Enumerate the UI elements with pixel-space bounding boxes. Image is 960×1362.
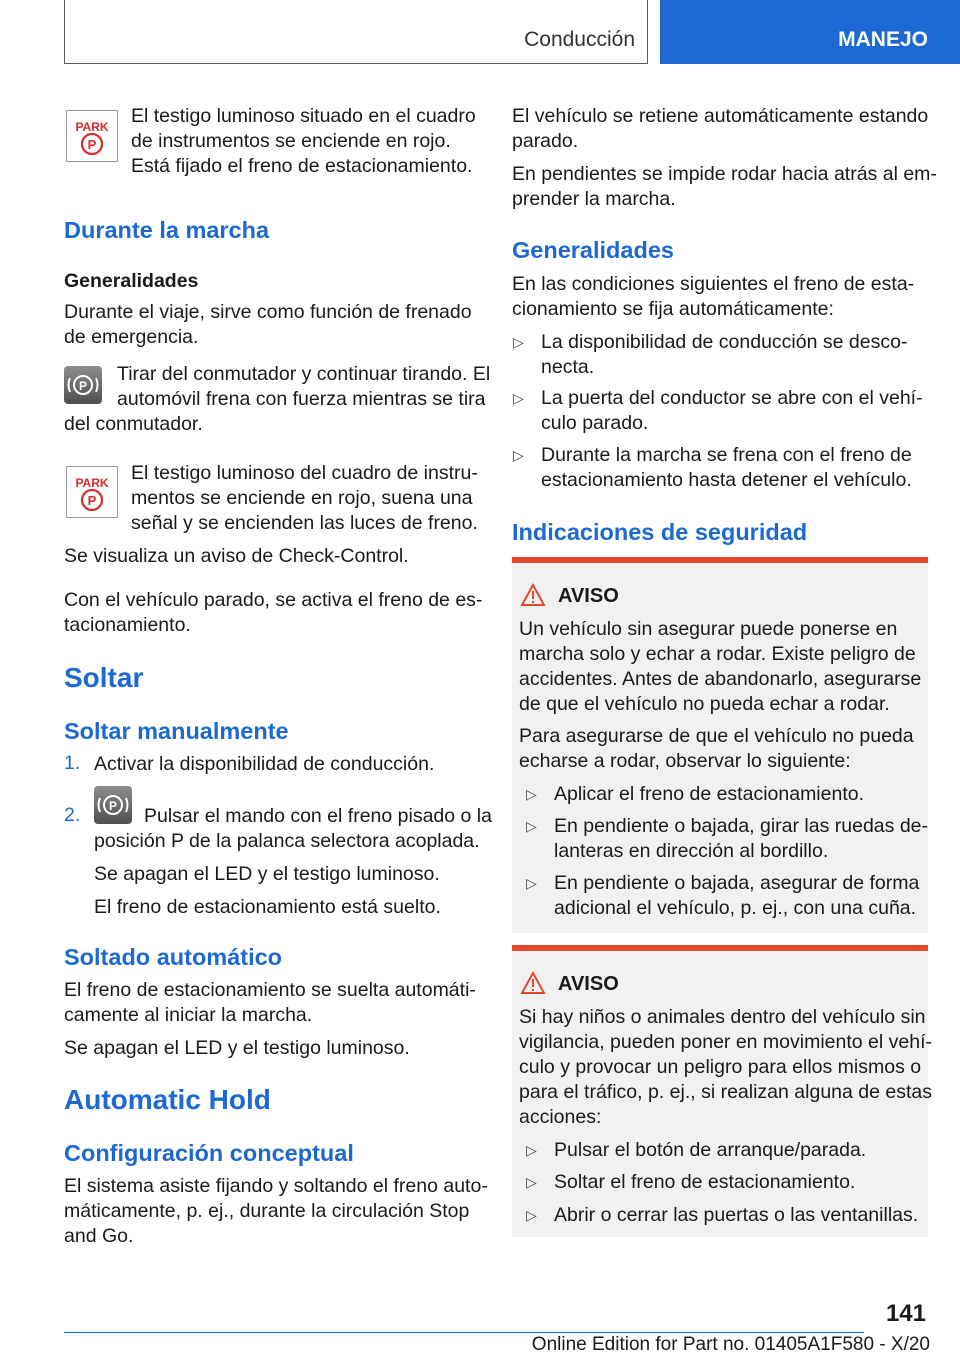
warning-title: AVISO [558, 585, 619, 607]
text-line: El freno de estacionamiento se suelta automáti- [64, 979, 476, 1001]
text-line: vigilancia, pueden poner en movimiento el vehí- [519, 1031, 932, 1053]
text-line: de que el vehículo no pueda echar a rodar. [519, 693, 890, 715]
header-chapter-tab [660, 0, 960, 64]
parking-brake-switch-icon [94, 786, 132, 824]
heading-soltar-manual: Soltar manualmente [64, 718, 289, 744]
text-line: La disponibilidad de conducción se desco- [541, 331, 908, 353]
condiciones-text [512, 272, 914, 322]
svg-text:P: P [87, 137, 97, 152]
warning-triangle-icon [520, 583, 546, 612]
warning-text [519, 1005, 932, 1130]
step1-text: Activar la disponibilidad de conducción. [94, 753, 435, 775]
footer-divider [64, 1332, 864, 1333]
bullet-triangle-icon: ▷ [513, 390, 524, 406]
text-line: marcha solo y echar a rodar. Existe peligro de [519, 643, 916, 665]
text-line: de instrumentos se enciende en rojo. [131, 130, 451, 152]
text-line: tacionamiento. [64, 614, 191, 636]
list-item: Aplicar el freno de estacionamiento. [554, 783, 865, 805]
step2-text-b: posición P de la palanca selectora acoplada. [94, 830, 480, 852]
step2-text-a: Pulsar el mando con el freno pisado o la [144, 805, 492, 827]
bullet-triangle-icon: ▷ [513, 447, 524, 463]
list-item [541, 330, 907, 380]
heading-soltado-automatico: Soltado automático [64, 944, 283, 970]
text-line: de emergencia. [64, 326, 199, 348]
svg-text:PARK: PARK [75, 120, 109, 134]
text-line: necta. [541, 356, 595, 378]
list-item: Abrir o cerrar las puertas o las ventanillas. [554, 1204, 919, 1226]
text-line: Durante el viaje, sirve como función de frenado [64, 301, 472, 323]
bullet-triangle-icon: ▷ [526, 1207, 537, 1223]
text-line: automóvil frena con fuerza mientras se tira [117, 388, 486, 410]
heading-seguridad: Indicaciones de seguridad [512, 519, 808, 545]
text-line: Está fijado el freno de estacionamiento. [131, 155, 473, 177]
text-line: Para asegurarse de que el vehículo no pueda [519, 725, 914, 747]
park-brake-warning-icon [66, 466, 118, 518]
text-line: máticamente, p. ej., durante la circulación Stop [64, 1200, 470, 1222]
list-item: Pulsar el botón de arranque/parada. [554, 1139, 867, 1161]
text-line: La puerta del conductor se abre con el vehí- [541, 387, 923, 409]
text-line: Si hay niños o animales dentro del vehículo sin [519, 1006, 926, 1028]
text-line: mentos se enciende en rojo, suena una [131, 487, 473, 509]
bullet-triangle-icon: ▷ [513, 334, 524, 350]
header-section-title: Conducción [524, 28, 635, 51]
svg-text:P: P [87, 493, 97, 508]
text-line: echarse a rodar, observar lo siguiente: [519, 750, 851, 772]
heading-soltar: Soltar [64, 662, 144, 693]
text-line: El sistema asiste fijando y soltando el freno auto- [64, 1175, 488, 1197]
pendientes-text [512, 162, 937, 212]
heading-automatic-hold: Automatic Hold [64, 1084, 271, 1115]
bullet-triangle-icon: ▷ [526, 1142, 537, 1158]
parado-text [64, 588, 482, 638]
conf-text [64, 1174, 488, 1249]
text-line: En pendiente o bajada, girar las ruedas de- [554, 815, 929, 837]
text-line: En pendientes se impide rodar hacia atrás al em- [512, 163, 937, 185]
step-number: 2. [64, 804, 81, 826]
heading-generalidades-right: Generalidades [512, 237, 674, 263]
warning-title: AVISO [558, 973, 619, 995]
bullet-triangle-icon: ▷ [526, 786, 537, 802]
bullet-triangle-icon: ▷ [526, 875, 537, 891]
text-line: Con el vehículo parado, se activa el freno de es- [64, 589, 483, 611]
tirar-text-a [117, 362, 490, 412]
text-line: señal y se encienden las luces de freno. [131, 512, 478, 534]
header-chapter-label: MANEJO [838, 28, 928, 51]
parking-brake-switch-icon [64, 366, 102, 404]
heading-generalidades: Generalidades [64, 270, 199, 292]
list-item [541, 386, 923, 436]
text-line: El vehículo se retiene automáticamente estando [512, 105, 929, 127]
text-line: adicional el vehículo, p. ej., con una cuña. [554, 897, 917, 919]
park-brake-warning-icon [66, 110, 118, 162]
text-line: El testigo luminoso del cuadro de instru- [131, 462, 478, 484]
warning-text [519, 617, 921, 717]
svg-text:P: P [78, 379, 88, 393]
page-number: 141 [885, 1300, 926, 1327]
auto-text-b: Se apagan el LED y el testigo luminoso. [64, 1037, 410, 1059]
list-item [554, 814, 928, 864]
bullet-triangle-icon: ▷ [526, 818, 537, 834]
step2-result-b: El freno de estacionamiento está suelto. [94, 896, 441, 918]
text-line: parado. [512, 130, 579, 152]
auto-text [64, 978, 476, 1028]
warning-triangle-icon [520, 971, 546, 1000]
text-line: Tirar del conmutador y continuar tirando. El [117, 363, 491, 385]
text-line: Un vehículo sin asegurar puede ponerse en [519, 618, 898, 640]
retiene-text [512, 104, 928, 154]
generalidades-text [64, 300, 472, 350]
text-line: culo y provocar un peligro para ellos mismos o [519, 1056, 922, 1078]
text-line: culo parado. [541, 412, 649, 434]
text-line: cionamiento se fija automáticamente: [512, 298, 834, 320]
text-line: prender la marcha. [512, 188, 676, 210]
text-line: accidentes. Antes de abandonarlo, asegurarse [519, 668, 922, 690]
list-item: Soltar el freno de estacionamiento. [554, 1171, 856, 1193]
text-line: para el tráfico, p. ej., si realizan alguna de estas [519, 1081, 932, 1103]
text-line: lanteras en dirección al bordillo. [554, 840, 829, 862]
text-line: El testigo luminoso situado en el cuadro [131, 105, 476, 127]
footer-edition: Online Edition for Part no. 01405A1F580 - X/20 [531, 1334, 930, 1355]
text-line: Durante la marcha se frena con el freno de [541, 444, 912, 466]
tirar-text-b: del conmutador. [64, 413, 203, 435]
step2-result-a: Se apagan el LED y el testigo luminoso. [94, 863, 440, 885]
testigo-text [131, 461, 478, 536]
list-item [541, 443, 912, 493]
text-line: acciones: [519, 1106, 602, 1128]
intro-text [131, 104, 476, 179]
svg-text:P: P [108, 799, 118, 813]
svg-text:PARK: PARK [75, 476, 109, 490]
heading-durante: Durante la marcha [64, 217, 270, 243]
text-line: and Go. [64, 1225, 134, 1247]
list-item [554, 871, 919, 921]
text-line: estacionamiento hasta detener el vehículo. [541, 469, 912, 491]
step-number: 1. [64, 752, 81, 774]
text-line: En pendiente o bajada, asegurar de forma [554, 872, 920, 894]
bullet-triangle-icon: ▷ [526, 1174, 537, 1190]
text-line: camente al iniciar la marcha. [64, 1004, 313, 1026]
check-control-text: Se visualiza un aviso de Check-Control. [64, 545, 409, 567]
header-section-box [64, 0, 648, 64]
text-line: En las condiciones siguientes el freno de esta- [512, 273, 915, 295]
warning-text [519, 724, 914, 774]
heading-configuracion: Configuración conceptual [64, 1140, 354, 1166]
